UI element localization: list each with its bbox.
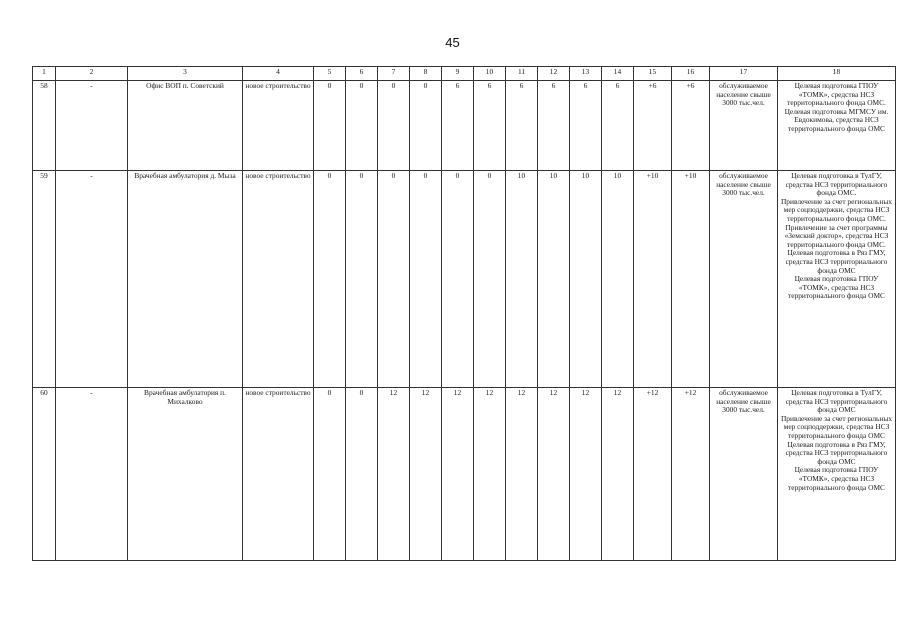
row-code: - [56,171,128,388]
note-line: Целевая подготовка в ТулГУ, средства НСЗ территориального фонда ОМС [785,388,888,415]
notes-cell [778,388,896,561]
column-header: 12 [538,67,570,81]
value-cell: 10 [506,171,538,388]
note-line: Целевая подготовка в Ряз ГМУ, средства НСЗ территориального фонда ОМС [785,248,888,275]
facility-name: Офис ВОП п. Советский [128,81,243,171]
column-header: 18 [778,67,896,81]
delta-cell: +12 [634,388,672,561]
column-header: 9 [442,67,474,81]
value-cell: 12 [410,388,442,561]
facility-name: Врачебная амбулатория п. Михалково [128,388,243,561]
column-header: 5 [314,67,346,81]
table-row [33,81,896,171]
column-header: 4 [243,67,314,81]
value-cell: 6 [570,81,602,171]
value-cell: 6 [474,81,506,171]
value-cell: 0 [314,81,346,171]
column-header: 1 [33,67,56,81]
note-line: Целевая подготовка в ТулГУ, средства НСЗ территориального фонда ОМС. [785,171,888,198]
column-header: 17 [710,67,778,81]
row-number: 60 [33,388,56,561]
construction-type: новое строительство [243,171,314,388]
column-header: 6 [346,67,378,81]
row-number: 59 [33,171,56,388]
value-cell: 10 [538,171,570,388]
note-line: Целевая подготовка ГПОУ «ТОМК», средства НСЗ территориального фонда ОМС [788,274,885,301]
value-cell: 0 [378,171,410,388]
population-cell: обслуживаемое население свыше 3000 тыс.чел. [710,81,778,171]
value-cell: 0 [474,171,506,388]
value-cell: 0 [410,81,442,171]
note-line: Целевая подготовка МГМСУ им. Евдокимова, средства НСЗ территориального фонда ОМС [784,106,889,133]
row-number: 58 [33,81,56,171]
population-cell: обслуживаемое население свыше 3000 тыс.чел. [710,388,778,561]
value-cell: 12 [378,388,410,561]
column-header: 13 [570,67,602,81]
value-cell: 6 [538,81,570,171]
construction-type: новое строительство [243,388,314,561]
column-header: 2 [56,67,128,81]
row-code: - [56,388,128,561]
column-header: 3 [128,67,243,81]
value-cell: 0 [410,171,442,388]
note-line: Целевая подготовка ГПОУ «ТОМК», средства НСЗ территориального фонда ОМС. [787,81,886,108]
value-cell: 0 [378,81,410,171]
note-line: Привлечение за счет программы «Земский доктор», средства НСЗ территориального фонда ОМС. [784,222,889,249]
delta-cell: +6 [634,81,672,171]
value-cell: 0 [346,81,378,171]
value-cell: 0 [346,388,378,561]
notes-cell [778,171,896,388]
value-cell: 6 [602,81,634,171]
column-header: 7 [378,67,410,81]
population-cell: обслуживаемое население свыше 3000 тыс.чел. [710,171,778,388]
note-line: Целевая подготовка ГПОУ «ТОМК», средства НСЗ территориального фонда ОМС [788,465,885,492]
note-line: Привлечение за счет региональных мер соцподдержки, средства НСЗ территориального фонда ОМС [780,413,893,440]
row-code: - [56,81,128,171]
delta-cell: +10 [672,171,710,388]
facility-name: Врачебная амбулатория д. Мыза [128,171,243,388]
value-cell: 12 [474,388,506,561]
value-cell: 0 [314,388,346,561]
value-cell: 0 [314,171,346,388]
value-cell: 12 [442,388,474,561]
table-row [33,388,896,561]
column-header: 16 [672,67,710,81]
header-row [33,67,896,81]
value-cell: 12 [602,388,634,561]
page-number: 45 [445,35,460,50]
notes-cell [778,81,896,171]
column-header: 15 [634,67,672,81]
value-cell: 6 [442,81,474,171]
column-header: 14 [602,67,634,81]
value-cell: 12 [506,388,538,561]
table-row [33,171,896,388]
construction-type: новое строительство [243,81,314,171]
value-cell: 0 [346,171,378,388]
value-cell: 12 [570,388,602,561]
value-cell: 10 [570,171,602,388]
value-cell: 12 [538,388,570,561]
note-line: Целевая подготовка в Ряз ГМУ, средства НСЗ территориального фонда ОМС [785,439,888,466]
delta-cell: +6 [672,81,710,171]
table-body [33,81,896,561]
delta-cell: +12 [672,388,710,561]
value-cell: 0 [442,171,474,388]
data-table [32,66,896,561]
note-line: Привлечение за счет региональных мер соцподдержки, средства НСЗ территориального фонда ОМС. [780,196,893,223]
value-cell: 6 [506,81,538,171]
column-header: 8 [410,67,442,81]
column-header: 11 [506,67,538,81]
delta-cell: +10 [634,171,672,388]
value-cell: 10 [602,171,634,388]
column-header: 10 [474,67,506,81]
